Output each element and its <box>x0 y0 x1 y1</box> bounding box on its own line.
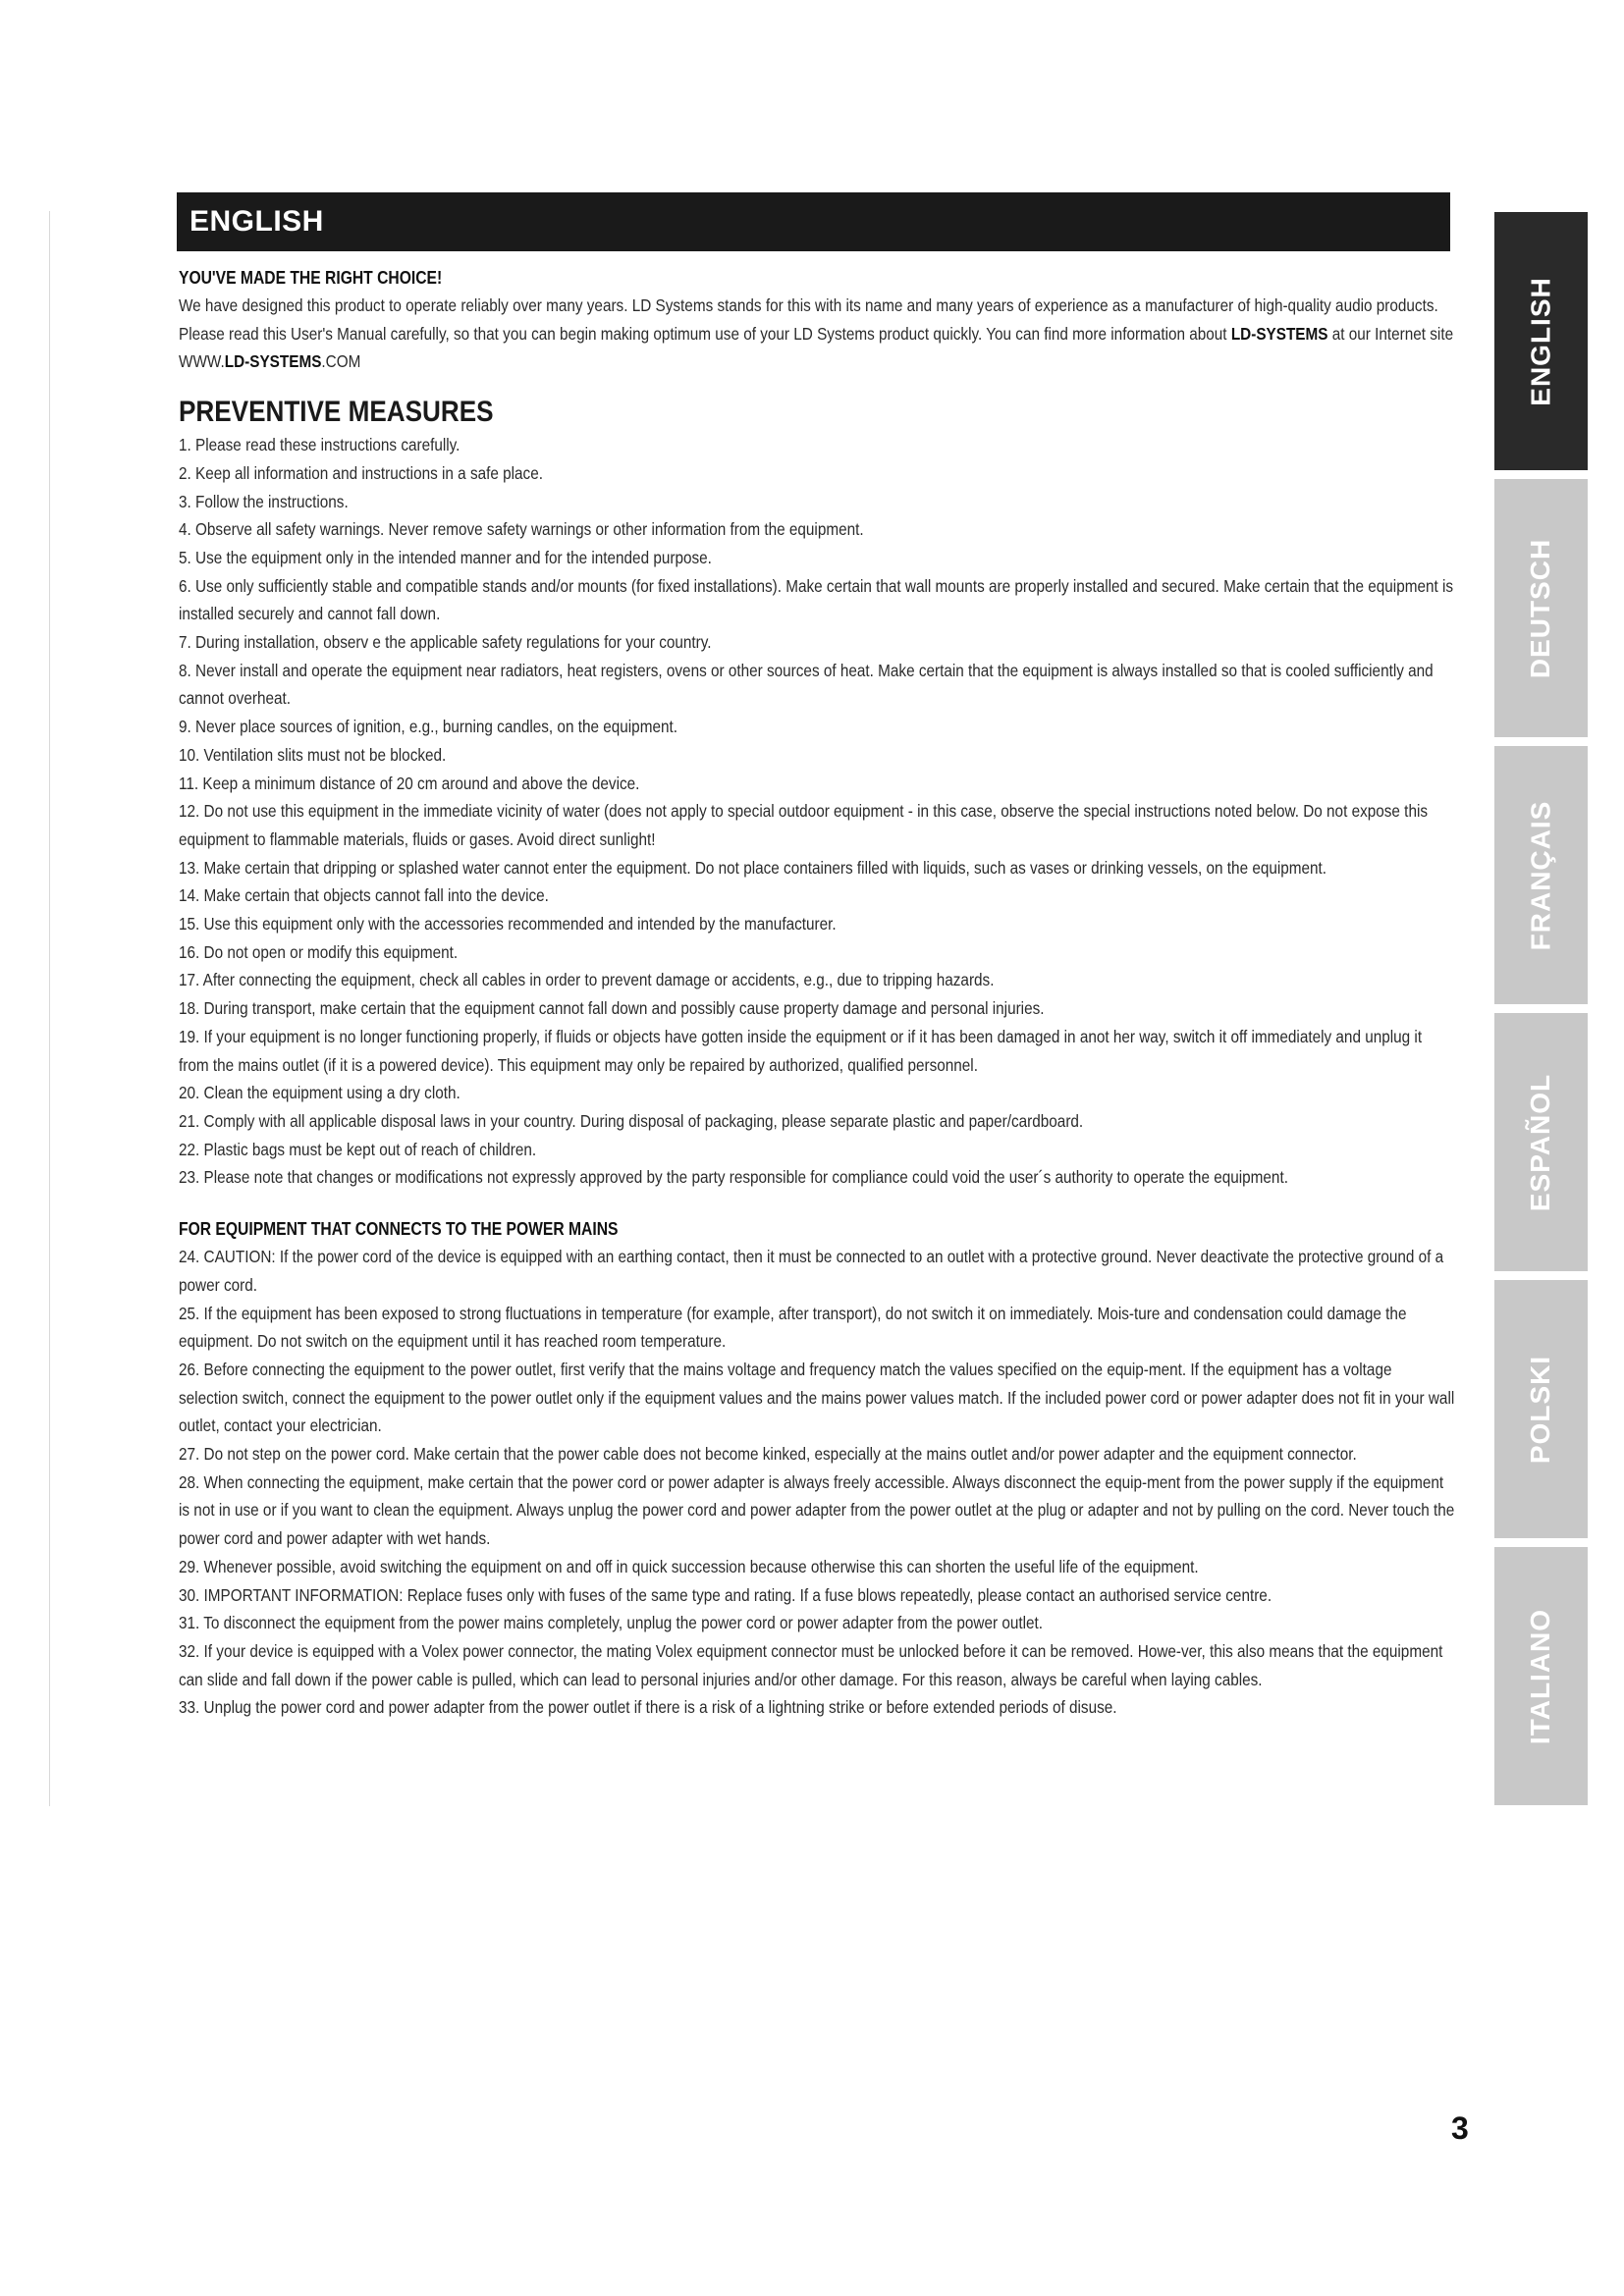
power-item: 24. CAUTION: If the power cord of the device is equipped with an earthing contact, then it must be connected to an outlet with a protective ground. Never deactivate the protective ground of a power cord. <box>179 1247 1444 1295</box>
preventive-item: 6. Use only sufficiently stable and compatible stands and/or mounts (for fixed installations). Make certain that wall mounts are properly installed and secured. Make certain that the equipment is installed securely and cannot fall down. <box>179 575 1454 624</box>
tab-label-francais: FRANÇAIS <box>1525 800 1556 950</box>
preventive-item: 4. Observe all safety warnings. Never remove safety warnings or other information from the equipment. <box>179 519 864 540</box>
preventive-item: 5. Use the equipment only in the intended manner and for the intended purpose. <box>179 547 712 567</box>
preventive-item: 17. After connecting the equipment, check all cables in order to prevent damage or accidents, e.g., due to tripping hazards. <box>179 970 995 990</box>
intro-text-after: at our Internet site WWW. <box>179 323 1454 372</box>
preventive-item: 9. Never place sources of ignition, e.g., burning candles, on the equipment. <box>179 717 677 737</box>
preventive-item: 13. Make certain that dripping or splashed water cannot enter the equipment. Do not place containers filled with liquids, such as vases or drinking vessels, on the equipment. <box>179 857 1327 878</box>
tab-label-italiano: ITALIANO <box>1525 1608 1556 1744</box>
intro-paragraph <box>179 292 1455 376</box>
section-title-bar <box>177 192 1450 251</box>
preventive-item: 21. Comply with all applicable disposal laws in your country. During disposal of packaging, please separate plastic and paper/cardboard. <box>179 1110 1084 1131</box>
power-item: 30. IMPORTANT INFORMATION: Replace fuses only with fuses of the same type and rating. If a fuse blows repeatedly, please contact an authorised service centre. <box>179 1584 1272 1605</box>
preventive-heading: PREVENTIVE MEASURES <box>179 396 494 429</box>
power-item: 33. Unplug the power cord and power adapter from the power outlet if there is a risk of a lightning strike or before extended periods of disuse. <box>179 1697 1117 1718</box>
tab-espanol[interactable] <box>1494 1013 1588 1271</box>
power-item: 25. If the equipment has been exposed to strong fluctuations in temperature (for example, after transport), do not switch it on immediately. Mois-ture and condensation could damage the equipment. Do not switch on the equipment until it has reached room temperature. <box>179 1303 1407 1352</box>
preventive-item: 19. If your equipment is no longer functioning properly, if fluids or objects have gotten inside the equipment or if it has been damaged in anot her way, switch it off immediately and unplug it from the mains outlet (if it is a powered device). This equipment may only be repaired by authorized, qualified personnel. <box>179 1026 1423 1075</box>
url-tld: .COM <box>321 351 361 372</box>
preventive-item: 23. Please note that changes or modifications not expressly approved by the party responsible for compliance could void the user´s authority to operate the equipment. <box>179 1167 1288 1188</box>
margin-rule <box>49 211 50 1806</box>
preventive-item: 3. Follow the instructions. <box>179 491 349 511</box>
preventive-item: 16. Do not open or modify this equipment. <box>179 941 459 962</box>
preventive-item: 8. Never install and operate the equipment near radiators, heat registers, ovens or other sources of heat. Make certain that the equipment is always installed so that is cooled sufficiently and cannot overheat. <box>179 660 1434 709</box>
power-item: 29. Whenever possible, avoid switching the equipment on and off in quick succession because otherwise this can shorten the useful life of the equipment. <box>179 1556 1199 1576</box>
tab-deutsch[interactable] <box>1494 479 1588 737</box>
tab-francais[interactable] <box>1494 746 1588 1004</box>
main-content <box>179 264 1455 1722</box>
tab-italiano[interactable] <box>1494 1547 1588 1805</box>
intro-text: We have designed this product to operate reliably over many years. LD Systems stands for this with its name and many years of experience as a manufacturer of high-quality audio products. Please read this User's Manual carefully, so that you can begin making optimum use of your LD Systems product quickly. You can find more information about <box>179 295 1438 344</box>
tab-english[interactable] <box>1494 212 1588 470</box>
tab-polski[interactable] <box>1494 1280 1588 1538</box>
page-number: 3 <box>1451 2110 1469 2146</box>
preventive-item: 22. Plastic bags must be kept out of reach of children. <box>179 1139 537 1159</box>
preventive-item: 10. Ventilation slits must not be blocked. <box>179 744 447 765</box>
preventive-item: 18. During transport, make certain that the equipment cannot fall down and possibly cause property damage and personal injuries. <box>179 998 1045 1019</box>
preventive-item: 1. Please read these instructions carefully. <box>179 435 460 455</box>
preventive-item: 7. During installation, observ e the applicable safety regulations for your country. <box>179 632 712 653</box>
preventive-item: 2. Keep all information and instructions in a safe place. <box>179 462 543 483</box>
intro-heading: YOU'VE MADE THE RIGHT CHOICE! <box>179 268 443 288</box>
tab-label-espanol: ESPAÑOL <box>1525 1073 1556 1211</box>
power-item: 27. Do not step on the power cord. Make certain that the power cable does not become kinked, especially at the mains outlet and/or power adapter and the equipment connector. <box>179 1444 1357 1465</box>
tab-label-english: ENGLISH <box>1525 276 1556 406</box>
brand-name: LD-SYSTEMS <box>1230 323 1328 344</box>
preventive-item: 20. Clean the equipment using a dry cloth. <box>179 1083 460 1103</box>
power-item: 32. If your device is equipped with a Volex power connector, the mating Volex equipment connector must be unlocked before it can be removed. Howe-ver, this also means that the equipment can slide and fall down if the power cable is pulled, which can lead to personal injuries and/or other damage. For this reason, always be careful when laying cables. <box>179 1640 1443 1689</box>
preventive-item: 11. Keep a minimum distance of 20 cm around and above the device. <box>179 773 640 793</box>
tab-label-polski: POLSKI <box>1525 1355 1556 1464</box>
power-list <box>179 1243 1455 1722</box>
preventive-item: 15. Use this equipment only with the accessories recommended and intended by the manufacturer. <box>179 914 837 934</box>
tab-label-deutsch: DEUTSCH <box>1525 538 1556 678</box>
section-title: ENGLISH <box>189 205 324 238</box>
power-item: 26. Before connecting the equipment to the power outlet, first verify that the mains voltage and frequency match the values specified on the equip-ment. If the equipment has a voltage selection switch, connect the equipment to the power outlet only if the equipment values and the mains power values match. If the included power cord or power adapter does not fit in your wall outlet, contact your electrician. <box>179 1359 1455 1436</box>
power-item: 28. When connecting the equipment, make certain that the power cord or power adapter is always freely accessible. Always disconnect the equip-ment from the power supply if the equipment is not in use or if you want to clean the equipment. Always unplug the power cord and power adapter from the power outlet at the plug or adapter and not by pulling on the cord. Never touch the power cord and power adapter with wet hands. <box>179 1471 1455 1549</box>
preventive-item: 14. Make certain that objects cannot fall into the device. <box>179 885 549 906</box>
preventive-item: 12. Do not use this equipment in the immediate vicinity of water (does not apply to special outdoor equipment - in this case, observe the special instructions noted below. Do not expose this equipment to flammable materials, fluids or gases. Avoid direct sunlight! <box>179 801 1429 849</box>
preventive-list <box>179 431 1455 1192</box>
power-heading: FOR EQUIPMENT THAT CONNECTS TO THE POWER MAINS <box>179 1219 619 1240</box>
url-brand: LD-SYSTEMS <box>224 351 322 372</box>
power-item: 31. To disconnect the equipment from the power mains completely, unplug the power cord or power adapter from the power outlet. <box>179 1613 1044 1633</box>
